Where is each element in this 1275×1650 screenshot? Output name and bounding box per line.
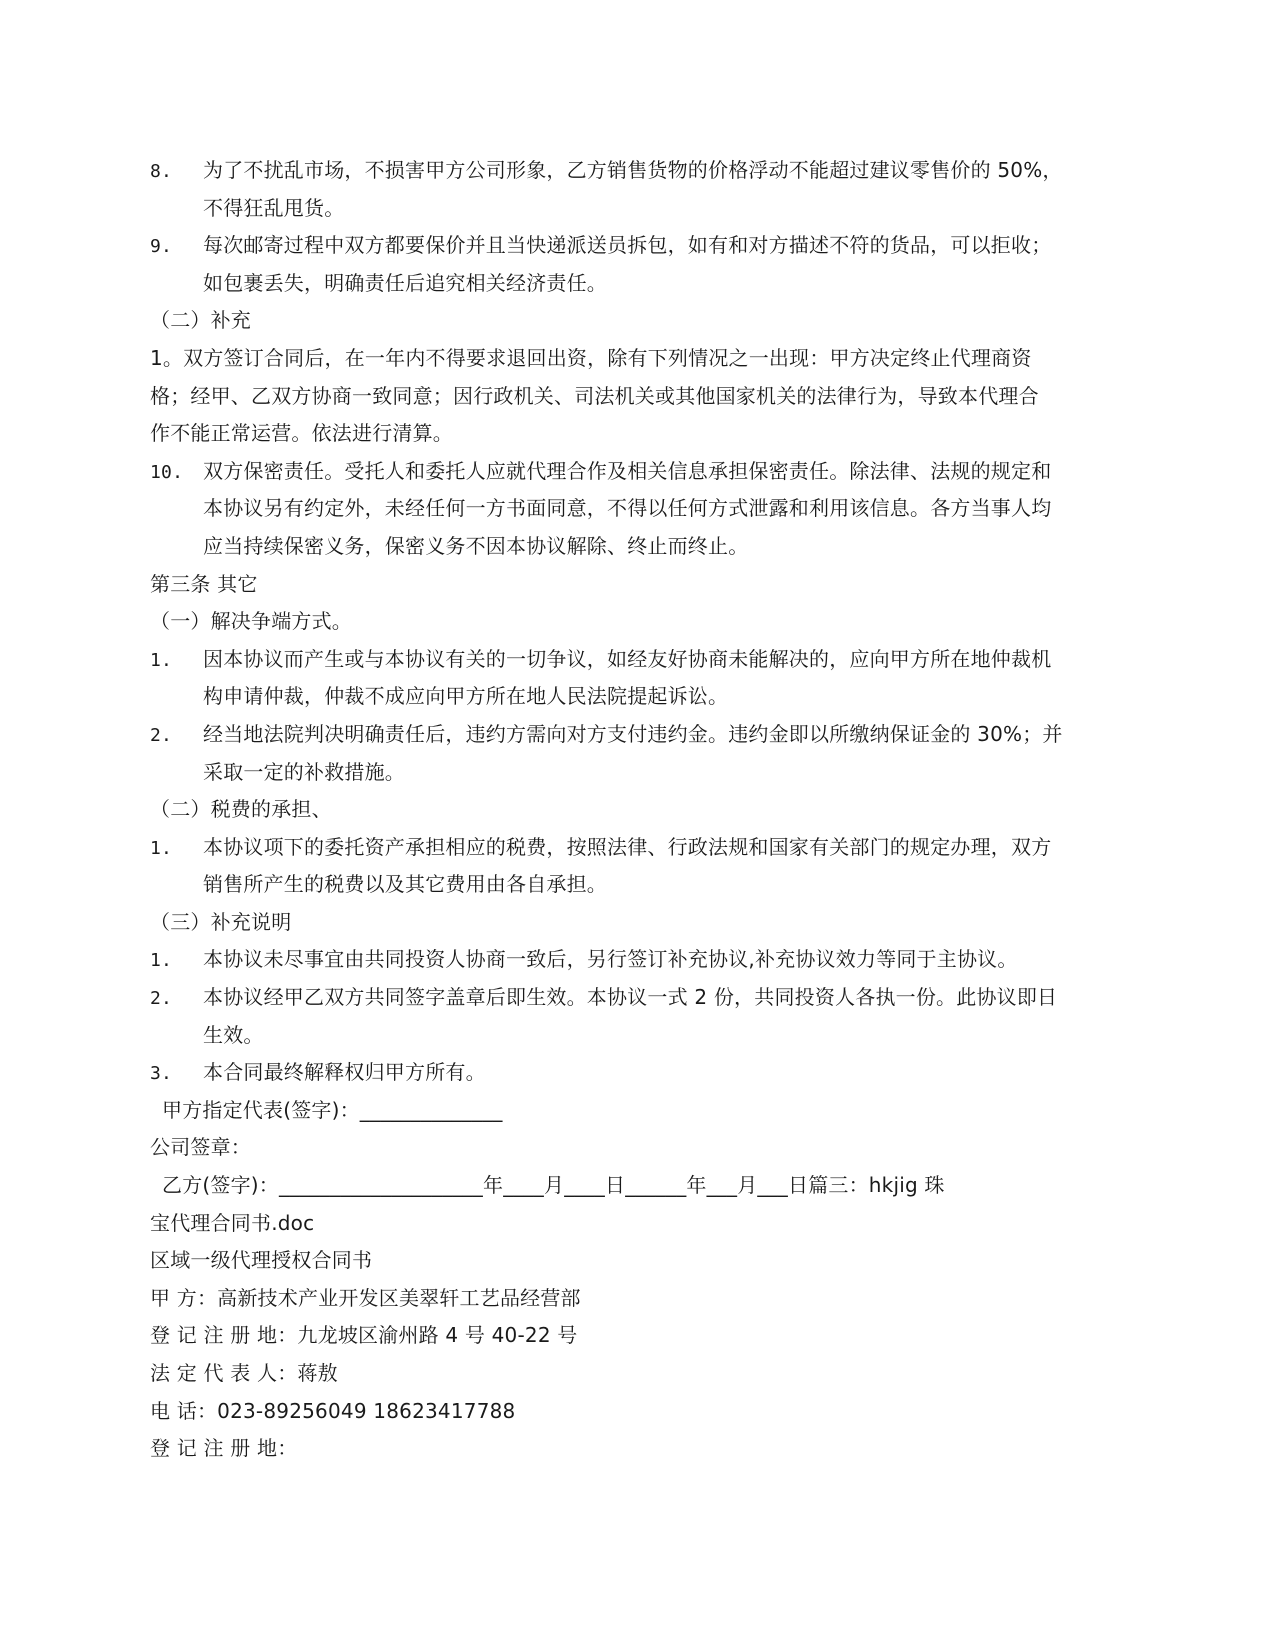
item-text: 经当地法院判决明确责任后，违约方需向对方支付违约金。违约金即以所缴纳保证金的 30%；并 [203,721,1063,746]
item-text: 每次邮寄过程中双方都要保价并且当快递派送员拆包，如有和对方描述不符的货品，可以拒收； [203,233,1052,258]
item-number: 10. [150,461,184,483]
text-line: 法 定 代 表 人：蒋敖 [150,1361,338,1385]
item-number: 2. [150,724,173,746]
continuation-line: 构申请仲裁，仲裁不成应向甲方所在地人民法院提起诉讼。 [203,684,729,709]
text-line: 登 记 注 册 地： [150,1436,298,1461]
item-number: 2. [150,988,173,1010]
text-line: 格；经甲、乙双方协商一致同意；因行政机关、司法机关或其他国家机关的法律行为，导致本代理合 [150,383,1039,408]
numbered-item-line [150,453,1125,491]
numbered-item-line [150,1054,1125,1092]
item-text: 双方保密责任。受托人和委托人应就代理合作及相关信息承担保密责任。除法律、法规的规定和 [203,458,1052,483]
item-number: 1. [150,950,173,972]
numbered-item-line [150,641,1125,679]
item-number: 3. [150,1063,173,1085]
item-text: 本协议项下的委托资产承担相应的税费，按照法律、行政法规和国家有关部门的规定办理，双方 [203,834,1052,859]
continuation-line: 如包裹丢失，明确责任后追究相关经济责任。 [203,270,607,295]
continuation-line: 生效。 [203,1022,264,1047]
item-text: 因本协议而产生或与本协议有关的一切争议，如经友好协商未能解决的，应向甲方所在地仲裁机 [203,646,1052,671]
numbered-item-line [150,716,1125,754]
text-line: （二）税费的承担、 [150,797,332,822]
item-text: 为了不扰乱市场，不损害甲方公司形象，乙方销售货物的价格浮动不能超过建议零售价的 50%， [203,158,1063,182]
text-line: （一）解决争端方式。 [150,609,352,634]
text-line: 电 话：023-89256049 18623417788 [150,1398,516,1423]
text-line: 区域一级代理授权合同书 [150,1248,373,1273]
text-line: 1。双方签订合同后，在一年内不得要求退回出资，除有下列情况之一出现：甲方决定终止代理商资 [150,345,1032,370]
text-line: 甲 方：高新技术产业开发区美翠轩工艺品经营部 [150,1285,581,1310]
item-text: 本协议经甲乙双方共同签字盖章后即生效。本协议一式 2 份，共同投资人各执一份。此协议即日 [203,985,1058,1010]
continuation-line: 应当持续保密义务，保密义务不因本协议解除、终止而终止。 [203,533,749,558]
item-text: 本合同最终解释权归甲方所有。 [203,1060,486,1085]
item-number: 1. [150,649,173,671]
numbered-item-line [150,941,1125,979]
continuation-line: 本协议另有约定外，未经任何一方书面同意，不得以任何方式泄露和利用该信息。各方当事人均 [203,496,1052,521]
item-number: 8. [150,161,173,182]
text-line: 公司签章： [150,1135,251,1160]
continuation-line: 销售所产生的税费以及其它费用由各自承担。 [203,872,607,897]
text-line: 宝代理合同书.doc [150,1210,315,1235]
signature-line: 乙方(签字)：____________________年____月____日______年___月___日篇三：hkjig 珠 [162,1173,945,1198]
text-line: 登 记 注 册 地：九龙坡区渝州路 4 号 40-22 号 [150,1323,578,1348]
item-number: 9. [150,236,173,258]
numbered-item-line [150,979,1125,1017]
numbered-item-line [150,227,1125,265]
continuation-line: 不得狂乱甩货。 [203,195,345,220]
numbered-item-line [150,152,1125,190]
text-line: 作不能正常运营。依法进行清算。 [150,421,453,446]
text-line: （二）补充 [150,308,251,333]
item-text: 本协议未尽事宜由共同投资人协商一致后，另行签订补充协议,补充协议效力等同于主协议。 [203,947,1018,972]
text-line: 第三条 其它 [150,571,258,596]
numbered-item-line [150,829,1125,867]
signature-line: 甲方指定代表(签字)：______________ [162,1097,503,1122]
continuation-line: 采取一定的补救措施。 [203,759,405,784]
text-line: （三）补充说明 [150,909,292,934]
document-page [150,152,1125,1468]
item-number: 1. [150,837,173,859]
